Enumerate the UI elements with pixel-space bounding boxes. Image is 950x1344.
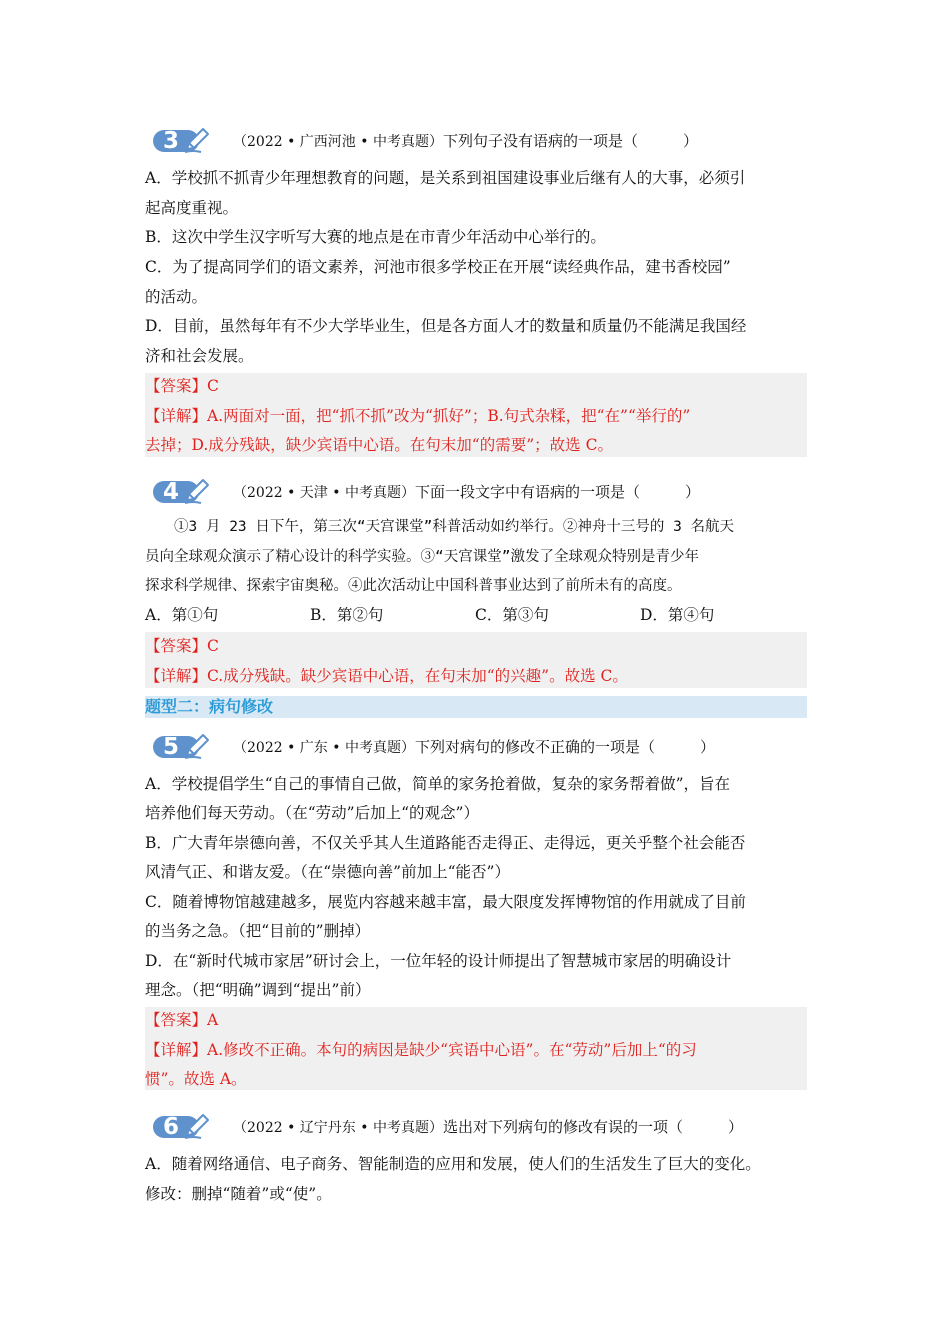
pencil-icon xyxy=(183,731,213,761)
question-5-header xyxy=(145,733,807,763)
question-line: 的活动。 xyxy=(145,288,208,306)
explanation-line: 去掉；D.成分残缺，缺少宾语中心语。在句末加“的需要”；故选 C。 xyxy=(145,436,613,454)
answer-label: 【答案】C xyxy=(145,637,219,655)
answer-label: 【答案】A xyxy=(145,1011,219,1029)
question-line: C．随着博物馆越建越多，展览内容越来越丰富，最大限度发挥博物馆的作用就成了目前 xyxy=(145,893,746,911)
question-line: A．随着网络通信、电子商务、智能制造的应用和发展，使人们的生活发生了巨大的变化。 xyxy=(145,1155,761,1173)
question-text: （2022 • 广东 • 中考真题）下列对病句的修改不正确的一项是（ ） xyxy=(233,738,715,756)
section-title: 题型二：病句修改 xyxy=(145,696,807,718)
question-number-badge: 6 xyxy=(153,1113,211,1141)
pencil-icon xyxy=(183,125,213,155)
answer-label: 【答案】C xyxy=(145,377,219,395)
question-line: 修改：删掉“随着”或“使”。 xyxy=(145,1185,332,1203)
pencil-icon xyxy=(183,1111,213,1141)
question-line: C．为了提高同学们的语文素养，河池市很多学校正在开展“读经典作品，建书香校园” xyxy=(145,258,731,276)
question-line: 理念。（把“明确”调到“提出”前） xyxy=(145,981,371,999)
passage-line: 员向全球观众演示了精心设计的科学实验。③“天宫课堂”激发了全球观众特别是青少年 xyxy=(145,549,699,565)
question-number-badge: 3 xyxy=(153,127,211,155)
answer-box xyxy=(145,632,807,688)
passage-line: ①3 月 23 日下午，第三次“天宫课堂”科普活动如约举行。②神舟十三号的 3 名航天 xyxy=(145,519,735,535)
passage-line: 探求科学规律、探索宇宙奥秘。④此次活动让中国科普事业达到了前所未有的高度。 xyxy=(145,578,682,594)
question-line: D．在“新时代城市家居”研讨会上，一位年轻的设计师提出了智慧城市家居的明确设计 xyxy=(145,952,732,970)
question-number-badge: 5 xyxy=(153,733,211,761)
question-line: 的当务之急。（把“目前的”删掉） xyxy=(145,922,371,940)
option-b: B．第②句 xyxy=(310,606,384,624)
question-line: 风清气正、和谐友爱。（在“崇德向善”前加上“能否”） xyxy=(145,863,510,881)
answer-box xyxy=(145,373,807,457)
question-line: D．目前，虽然每年有不少大学毕业生，但是各方面人才的数量和质量仍不能满足我国经 xyxy=(145,317,747,335)
pencil-icon xyxy=(183,476,213,506)
explanation-line: 【详解】C.成分残缺。缺少宾语中心语，在句末加“的兴趣”。故选 C。 xyxy=(145,667,628,685)
question-6-header xyxy=(145,1113,807,1143)
question-line: 起高度重视。 xyxy=(145,199,239,217)
option-a: A．第①句 xyxy=(145,606,219,624)
question-line: A．学校抓不抓青少年理想教育的问题，是关系到祖国建设事业后继有人的大事，必须引 xyxy=(145,169,746,187)
question-text: （2022 • 辽宁丹东 • 中考真题）选出对下列病句的修改有误的一项（ ） xyxy=(233,1118,743,1136)
question-line: 培养他们每天劳动。（在“劳动”后加上“的观念”） xyxy=(145,804,479,822)
question-line: 济和社会发展。 xyxy=(145,347,254,365)
option-c: C．第③句 xyxy=(475,606,549,624)
question-line: B．广大青年崇德向善，不仅关乎其人生道路能否走得正、走得远，更关乎整个社会能否 xyxy=(145,834,746,852)
question-text: （2022 • 广西河池 • 中考真题）下列句子没有语病的一项是（ ） xyxy=(233,132,698,150)
answer-box xyxy=(145,1007,807,1090)
explanation-line: 惯”。故选 A。 xyxy=(145,1070,247,1088)
question-text: （2022 • 天津 • 中考真题）下面一段文字中有语病的一项是（ ） xyxy=(233,483,700,501)
option-d: D．第④句 xyxy=(640,606,715,624)
question-3-header xyxy=(145,127,807,157)
question-number-badge: 4 xyxy=(153,478,211,506)
question-line: A．学校提倡学生“自己的事情自己做，简单的家务抢着做，复杂的家务帮着做”，旨在 xyxy=(145,775,731,793)
question-4-header xyxy=(145,478,807,508)
explanation-line: 【详解】A.修改不正确。本句的病因是缺少“宾语中心语”。在“劳动”后加上“的习 xyxy=(145,1041,697,1059)
explanation-line: 【详解】A.两面对一面，把“抓不抓”改为“抓好”；B.句式杂糅，把“在”“举行的” xyxy=(145,407,691,425)
question-line: B．这次中学生汉字听写大赛的地点是在市青少年活动中心举行的。 xyxy=(145,228,606,246)
